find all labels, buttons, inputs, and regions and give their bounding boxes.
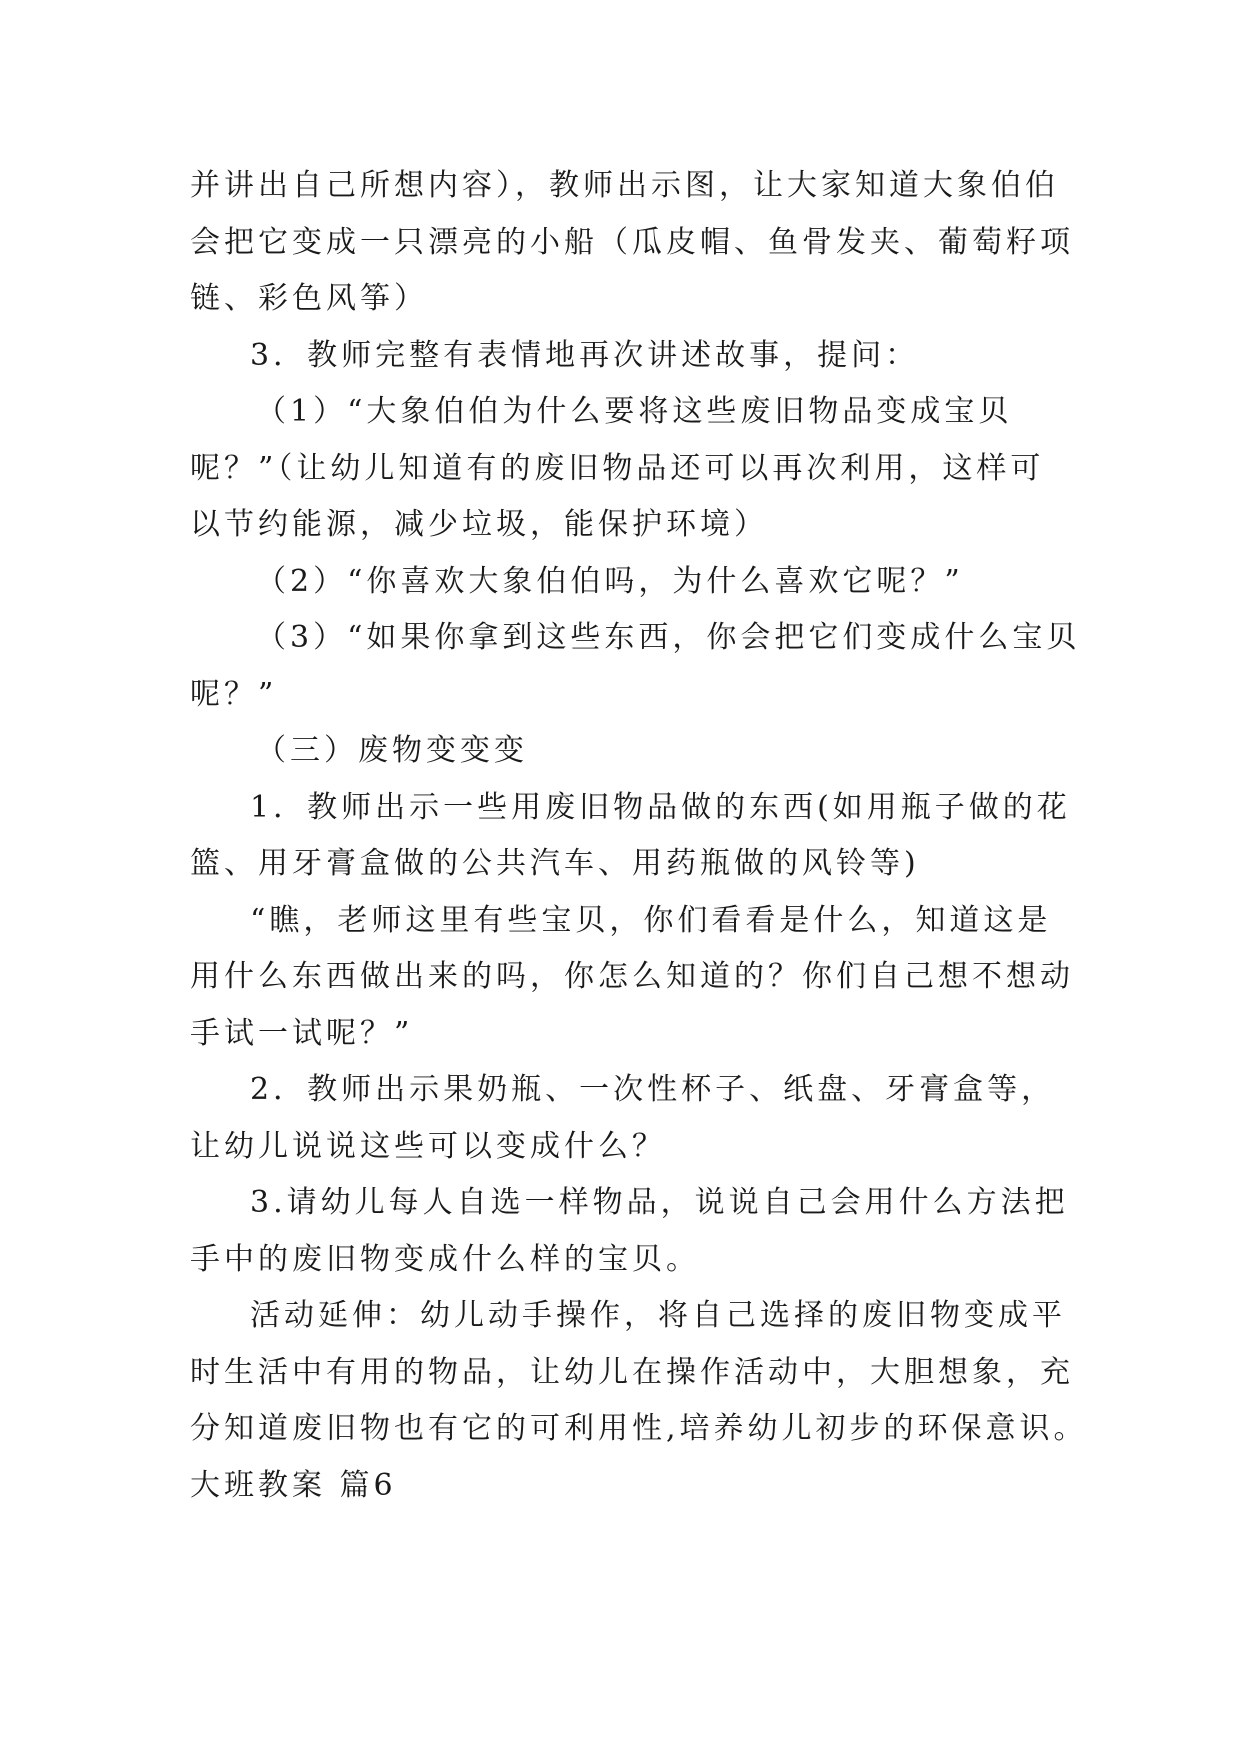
text-line: 分知道废旧物也有它的可利用性,培养幼儿初步的环保意识。 — [190, 1411, 1088, 1446]
text-line: 篮、用牙膏盒做的公共汽车、用药瓶做的风铃等) — [190, 846, 920, 881]
text-line: 链、彩色风筝） — [190, 281, 428, 316]
text-line: 呢？”（让幼儿知道有的废旧物品还可以再次利用，这样可 — [190, 450, 1045, 486]
text-line: “瞧，老师这里有些宝贝，你们看看是什么，知道这是 — [250, 902, 1052, 938]
text-line: （3）“如果你拿到这些东西，你会把它们变成什么宝贝 — [256, 620, 1081, 655]
text-line: 让幼儿说说这些可以变成什么？ — [190, 1128, 666, 1164]
text-line: （2）“你喜欢大象伯伯吗，为什么喜欢它呢？” — [256, 563, 964, 599]
text-line: 以节约能源，减少垃圾，能保护环境） — [190, 507, 768, 542]
text-line: 会把它变成一只漂亮的小船（瓜皮帽、鱼骨发夹、葡萄籽项 — [190, 224, 1074, 260]
text-line: 并讲出自己所想内容），教师出示图，让大家知道大象伯伯 — [190, 168, 1059, 203]
text-line: 2．教师出示果奶瓶、一次性杯子、纸盘、牙膏盒等， — [250, 1072, 1056, 1107]
text-line: 3．教师完整有表情地再次讲述故事，提问： — [250, 337, 920, 373]
text-line: 3.请幼儿每人自选一样物品，说说自己会用什么方法把 — [250, 1185, 1069, 1220]
text-line: 用什么东西做出来的吗，你怎么知道的？你们自己想不想动 — [190, 959, 1074, 994]
text-line: 手试一试呢？” — [190, 1015, 414, 1051]
text-line: 时生活中有用的物品，让幼儿在操作活动中，大胆想象，充 — [190, 1354, 1074, 1390]
section-heading: （三）废物变变变 — [256, 733, 528, 768]
text-line: 手中的废旧物变成什么样的宝贝。 — [190, 1241, 700, 1277]
document-body — [190, 158, 1088, 1514]
section-title: 大班教案 篇6 — [190, 1467, 397, 1503]
text-line: 1．教师出示一些用废旧物品做的东西(如用瓶子做的花 — [250, 789, 1071, 825]
text-line: （1）“大象伯伯为什么要将这些废旧物品变成宝贝 — [256, 394, 1013, 429]
text-line: 活动延伸：幼儿动手操作，将自己选择的废旧物变成平 — [250, 1298, 1066, 1333]
text-line: 呢？” — [190, 676, 278, 712]
